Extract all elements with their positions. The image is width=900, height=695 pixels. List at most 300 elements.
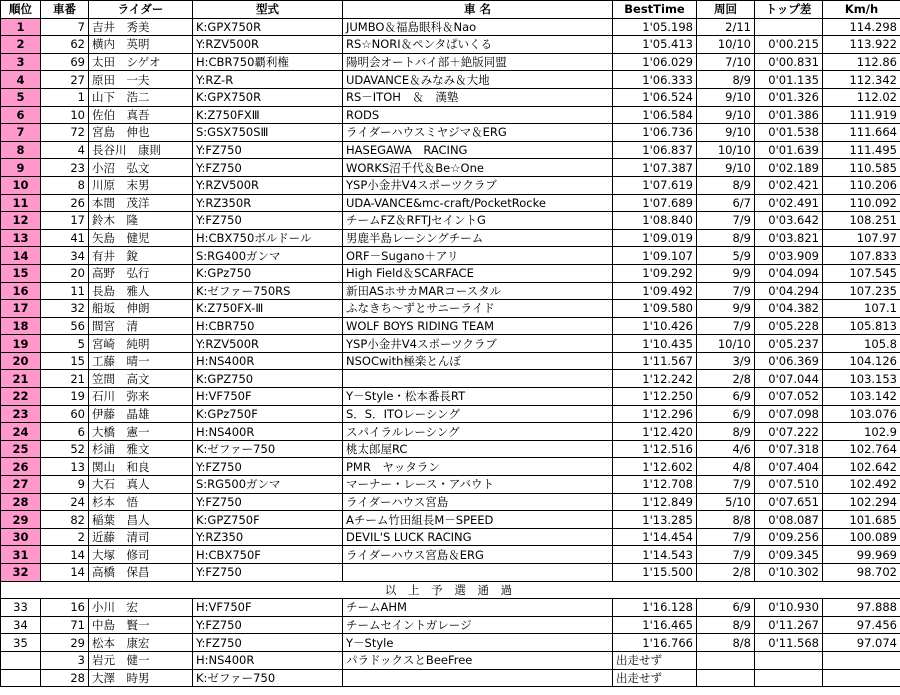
cell-position: 16 bbox=[1, 282, 41, 300]
cell-gap: 0'01.326 bbox=[755, 88, 823, 106]
cell-team: ふなきち～ずとサニーライド bbox=[343, 300, 613, 318]
cell-gap: 0'03.642 bbox=[755, 212, 823, 230]
cell-speed: 105.8 bbox=[823, 335, 900, 353]
table-row bbox=[1, 528, 900, 546]
cell-number: 41 bbox=[41, 229, 89, 247]
cell-best-time: 1'12.516 bbox=[613, 440, 697, 458]
cell-number: 10 bbox=[41, 106, 89, 124]
cell-speed: 101.685 bbox=[823, 511, 900, 529]
cell-speed: 107.1 bbox=[823, 300, 900, 318]
cell-team: WOLF BOYS RIDING TEAM bbox=[343, 317, 613, 335]
cell-team: RS☆NORI＆ペンタぱいくる bbox=[343, 36, 613, 54]
cell-number: 4 bbox=[41, 141, 89, 159]
cell-number: 21 bbox=[41, 370, 89, 388]
cell-gap: 0'02.421 bbox=[755, 176, 823, 194]
cell-best-time: 1'16.465 bbox=[613, 616, 697, 634]
cell-gap: 0'11.267 bbox=[755, 616, 823, 634]
table-row bbox=[1, 229, 900, 247]
cell-gap: 0'07.098 bbox=[755, 405, 823, 423]
table-row bbox=[1, 388, 900, 406]
cell-laps: 8/9 bbox=[697, 229, 755, 247]
cell-rider: 大塚 修司 bbox=[89, 546, 193, 564]
cell-model: H:NS400R bbox=[193, 651, 343, 669]
cell-rider: 小沼 弘文 bbox=[89, 159, 193, 177]
cell-laps: 8/8 bbox=[697, 511, 755, 529]
cell-gap: 0'09.256 bbox=[755, 528, 823, 546]
cell-best-time: 1'12.849 bbox=[613, 493, 697, 511]
cell-laps: 7/10 bbox=[697, 53, 755, 71]
cell-position: 27 bbox=[1, 476, 41, 494]
cell-speed: 108.251 bbox=[823, 212, 900, 230]
cell-gap: 0'02.491 bbox=[755, 194, 823, 212]
cell-position bbox=[1, 669, 41, 687]
cell-position: 29 bbox=[1, 511, 41, 529]
cell-model: Y:FZ750 bbox=[193, 564, 343, 582]
header-number: 車番 bbox=[41, 1, 89, 19]
cell-team: S．S．ITOレーシング bbox=[343, 405, 613, 423]
cell-speed bbox=[823, 651, 900, 669]
table-row bbox=[1, 634, 900, 652]
cell-model: H:VF750F bbox=[193, 388, 343, 406]
cell-team: UDAVANCE＆みなみ＆大地 bbox=[343, 71, 613, 89]
cell-gap: 0'01.639 bbox=[755, 141, 823, 159]
cell-rider: 杉本 悟 bbox=[89, 493, 193, 511]
cell-rider: 笠間 高文 bbox=[89, 370, 193, 388]
cell-position: 17 bbox=[1, 300, 41, 318]
table-row bbox=[1, 176, 900, 194]
cell-laps: 6/9 bbox=[697, 388, 755, 406]
cell-team: Y－Style bbox=[343, 634, 613, 652]
cell-rider: 長谷川 康則 bbox=[89, 141, 193, 159]
cell-gap: 0'03.821 bbox=[755, 229, 823, 247]
cell-laps: 7/9 bbox=[697, 528, 755, 546]
cell-speed: 110.092 bbox=[823, 194, 900, 212]
cell-gap: 0'09.345 bbox=[755, 546, 823, 564]
cell-number: 56 bbox=[41, 317, 89, 335]
cell-number: 62 bbox=[41, 36, 89, 54]
cell-number: 2 bbox=[41, 528, 89, 546]
cell-number: 3 bbox=[41, 651, 89, 669]
cell-gap: 0'07.044 bbox=[755, 370, 823, 388]
cell-rider: 吉井 秀美 bbox=[89, 18, 193, 36]
cell-number: 60 bbox=[41, 405, 89, 423]
cell-number: 11 bbox=[41, 282, 89, 300]
cell-rider: 有井 銳 bbox=[89, 247, 193, 265]
cell-laps: 5/10 bbox=[697, 493, 755, 511]
cell-gap: 0'05.237 bbox=[755, 335, 823, 353]
qualification-separator: 以 上 予 選 通 過 bbox=[1, 581, 900, 599]
header-laps: 周回 bbox=[697, 1, 755, 19]
cell-model: Y:RZ-R bbox=[193, 71, 343, 89]
cell-speed: 107.97 bbox=[823, 229, 900, 247]
cell-model: Y:FZ750 bbox=[193, 616, 343, 634]
cell-gap: 0'05.228 bbox=[755, 317, 823, 335]
cell-model: K:GPz750 bbox=[193, 264, 343, 282]
cell-gap: 0'04.382 bbox=[755, 300, 823, 318]
cell-number: 15 bbox=[41, 352, 89, 370]
qualification-separator-row bbox=[1, 581, 900, 599]
table-row bbox=[1, 599, 900, 617]
cell-team bbox=[343, 564, 613, 582]
cell-number: 17 bbox=[41, 212, 89, 230]
cell-best-time: 1'09.292 bbox=[613, 264, 697, 282]
table-row bbox=[1, 247, 900, 265]
cell-position: 14 bbox=[1, 247, 41, 265]
cell-best-time: 1'08.840 bbox=[613, 212, 697, 230]
cell-team: WORKS沼千代＆Be☆One bbox=[343, 159, 613, 177]
cell-model: S:GSX750SⅢ bbox=[193, 124, 343, 142]
cell-laps: 6/7 bbox=[697, 194, 755, 212]
cell-laps: 7/9 bbox=[697, 476, 755, 494]
cell-gap: 0'00.215 bbox=[755, 36, 823, 54]
cell-laps: 9/10 bbox=[697, 106, 755, 124]
header-position: 順位 bbox=[1, 1, 41, 19]
cell-number: 72 bbox=[41, 124, 89, 142]
cell-team: スパイラルレーシング bbox=[343, 423, 613, 441]
cell-team: Aチーム竹田組長M－SPEED bbox=[343, 511, 613, 529]
cell-gap: 0'07.404 bbox=[755, 458, 823, 476]
cell-model: K:GPX750R bbox=[193, 18, 343, 36]
cell-position: 19 bbox=[1, 335, 41, 353]
cell-team: ライダーハウス宮島＆ERG bbox=[343, 546, 613, 564]
cell-number: 71 bbox=[41, 616, 89, 634]
cell-model: H:CBX750ボルドール bbox=[193, 229, 343, 247]
cell-gap: 0'01.386 bbox=[755, 106, 823, 124]
table-row bbox=[1, 106, 900, 124]
cell-gap: 0'10.302 bbox=[755, 564, 823, 582]
cell-model: H:NS400R bbox=[193, 352, 343, 370]
cell-speed: 100.089 bbox=[823, 528, 900, 546]
cell-position: 12 bbox=[1, 212, 41, 230]
cell-gap bbox=[755, 669, 823, 687]
cell-position: 32 bbox=[1, 564, 41, 582]
cell-laps: 9/10 bbox=[697, 159, 755, 177]
cell-position: 3 bbox=[1, 53, 41, 71]
non-qualified-rows bbox=[1, 599, 900, 687]
cell-gap: 0'08.087 bbox=[755, 511, 823, 529]
header-rider: ライダー bbox=[89, 1, 193, 19]
cell-team: パラドックスとBeeFree bbox=[343, 651, 613, 669]
cell-position: 26 bbox=[1, 458, 41, 476]
cell-best-time: 1'16.766 bbox=[613, 634, 697, 652]
cell-model: K:GPZ750F bbox=[193, 511, 343, 529]
cell-speed: 97.456 bbox=[823, 616, 900, 634]
cell-rider: 鈴木 隆 bbox=[89, 212, 193, 230]
cell-team: RODS bbox=[343, 106, 613, 124]
cell-rider: 山下 浩二 bbox=[89, 88, 193, 106]
cell-position: 23 bbox=[1, 405, 41, 423]
table-row bbox=[1, 546, 900, 564]
cell-speed: 110.206 bbox=[823, 176, 900, 194]
cell-best-time: 1'07.619 bbox=[613, 176, 697, 194]
cell-speed: 110.585 bbox=[823, 159, 900, 177]
cell-best-time: 1'06.333 bbox=[613, 71, 697, 89]
cell-rider: 長島 雅人 bbox=[89, 282, 193, 300]
cell-speed: 103.076 bbox=[823, 405, 900, 423]
cell-team: NSOCwith極楽とんぼ bbox=[343, 352, 613, 370]
cell-rider: 杉浦 雅文 bbox=[89, 440, 193, 458]
cell-model: Y:FZ750 bbox=[193, 212, 343, 230]
cell-number: 7 bbox=[41, 18, 89, 36]
cell-laps: 7/9 bbox=[697, 546, 755, 564]
cell-laps: 8/8 bbox=[697, 634, 755, 652]
cell-laps: 7/9 bbox=[697, 212, 755, 230]
cell-speed: 105.813 bbox=[823, 317, 900, 335]
cell-number: 20 bbox=[41, 264, 89, 282]
cell-number: 6 bbox=[41, 423, 89, 441]
cell-best-time: 1'06.736 bbox=[613, 124, 697, 142]
cell-model: K:GPX750R bbox=[193, 88, 343, 106]
cell-gap: 0'10.930 bbox=[755, 599, 823, 617]
cell-model: K:Z750FXⅢ bbox=[193, 106, 343, 124]
cell-rider: 近藤 清司 bbox=[89, 528, 193, 546]
header-gap: トップ差 bbox=[755, 1, 823, 19]
cell-laps: 8/9 bbox=[697, 176, 755, 194]
cell-laps: 2/11 bbox=[697, 18, 755, 36]
cell-number: 8 bbox=[41, 176, 89, 194]
cell-best-time: 1'12.296 bbox=[613, 405, 697, 423]
cell-number: 52 bbox=[41, 440, 89, 458]
cell-laps bbox=[697, 669, 755, 687]
cell-model: S:RG500ガンマ bbox=[193, 476, 343, 494]
cell-team: 陽明会オートバイ部＋絶版同盟 bbox=[343, 53, 613, 71]
cell-speed: 103.142 bbox=[823, 388, 900, 406]
table-row bbox=[1, 370, 900, 388]
cell-gap: 0'07.222 bbox=[755, 423, 823, 441]
cell-laps: 8/9 bbox=[697, 71, 755, 89]
table-row bbox=[1, 159, 900, 177]
cell-speed: 98.702 bbox=[823, 564, 900, 582]
table-row bbox=[1, 53, 900, 71]
cell-best-time: 1'07.689 bbox=[613, 194, 697, 212]
cell-rider: 石川 弥来 bbox=[89, 388, 193, 406]
cell-number: 34 bbox=[41, 247, 89, 265]
cell-model: Y:FZ750 bbox=[193, 141, 343, 159]
separator-section bbox=[1, 581, 900, 599]
cell-best-time: 1'12.242 bbox=[613, 370, 697, 388]
cell-model: K:ゼファー750RS bbox=[193, 282, 343, 300]
cell-gap: 0'03.909 bbox=[755, 247, 823, 265]
cell-speed: 99.969 bbox=[823, 546, 900, 564]
cell-gap: 0'06.369 bbox=[755, 352, 823, 370]
cell-team: HASEGAWA RACING bbox=[343, 141, 613, 159]
cell-number: 9 bbox=[41, 476, 89, 494]
table-row bbox=[1, 194, 900, 212]
cell-laps: 9/10 bbox=[697, 124, 755, 142]
cell-best-time: 1'06.524 bbox=[613, 88, 697, 106]
table-row bbox=[1, 141, 900, 159]
cell-best-time: 1'05.198 bbox=[613, 18, 697, 36]
cell-speed: 102.764 bbox=[823, 440, 900, 458]
cell-gap: 0'07.052 bbox=[755, 388, 823, 406]
cell-speed: 102.294 bbox=[823, 493, 900, 511]
table-row bbox=[1, 511, 900, 529]
cell-position: 20 bbox=[1, 352, 41, 370]
cell-position: 35 bbox=[1, 634, 41, 652]
cell-team: UDA-VANCE&mc-craft/PocketRocke bbox=[343, 194, 613, 212]
cell-team: High Field＆SCARFACE bbox=[343, 264, 613, 282]
cell-number: 14 bbox=[41, 546, 89, 564]
cell-team: マーナー・レース・アバウト bbox=[343, 476, 613, 494]
cell-model: Y:RZV500R bbox=[193, 176, 343, 194]
header-best-time: BestTime bbox=[613, 1, 697, 19]
cell-speed bbox=[823, 669, 900, 687]
cell-number: 69 bbox=[41, 53, 89, 71]
cell-best-time: 1'12.602 bbox=[613, 458, 697, 476]
cell-gap: 0'07.318 bbox=[755, 440, 823, 458]
cell-position: 33 bbox=[1, 599, 41, 617]
cell-model: Y:RZV500R bbox=[193, 335, 343, 353]
cell-best-time: 1'16.128 bbox=[613, 599, 697, 617]
cell-gap bbox=[755, 18, 823, 36]
cell-laps: 6/9 bbox=[697, 599, 755, 617]
cell-best-time: 1'14.543 bbox=[613, 546, 697, 564]
cell-laps: 2/8 bbox=[697, 564, 755, 582]
cell-laps: 3/9 bbox=[697, 352, 755, 370]
cell-speed: 112.86 bbox=[823, 53, 900, 71]
cell-rider: 大橋 憲一 bbox=[89, 423, 193, 441]
cell-rider: 稲葉 昌人 bbox=[89, 511, 193, 529]
cell-speed: 112.02 bbox=[823, 88, 900, 106]
qualified-rows bbox=[1, 18, 900, 581]
cell-laps bbox=[697, 651, 755, 669]
cell-speed: 104.126 bbox=[823, 352, 900, 370]
cell-rider: 宮島 伸也 bbox=[89, 124, 193, 142]
cell-model: H:NS400R bbox=[193, 423, 343, 441]
cell-number: 13 bbox=[41, 458, 89, 476]
cell-team bbox=[343, 669, 613, 687]
cell-speed: 97.074 bbox=[823, 634, 900, 652]
cell-gap: 0'01.135 bbox=[755, 71, 823, 89]
cell-model: K:Z750FX-Ⅲ bbox=[193, 300, 343, 318]
cell-model: Y:FZ750 bbox=[193, 493, 343, 511]
cell-number: 16 bbox=[41, 599, 89, 617]
cell-team: YSP小金井V4スポーツクラブ bbox=[343, 335, 613, 353]
cell-position: 15 bbox=[1, 264, 41, 282]
cell-position: 7 bbox=[1, 124, 41, 142]
table-row bbox=[1, 71, 900, 89]
cell-speed: 114.298 bbox=[823, 18, 900, 36]
table-row bbox=[1, 669, 900, 687]
cell-team: Y－Style・松本番長RT bbox=[343, 388, 613, 406]
cell-position: 25 bbox=[1, 440, 41, 458]
table-row bbox=[1, 317, 900, 335]
cell-rider: 宮崎 純明 bbox=[89, 335, 193, 353]
table-row bbox=[1, 651, 900, 669]
cell-laps: 8/9 bbox=[697, 616, 755, 634]
cell-model: K:ゼファー750 bbox=[193, 669, 343, 687]
cell-position: 28 bbox=[1, 493, 41, 511]
cell-rider: 岩元 健一 bbox=[89, 651, 193, 669]
cell-speed: 107.235 bbox=[823, 282, 900, 300]
cell-model: S:RG400ガンマ bbox=[193, 247, 343, 265]
cell-position bbox=[1, 651, 41, 669]
cell-number: 27 bbox=[41, 71, 89, 89]
table-row bbox=[1, 88, 900, 106]
cell-position: 6 bbox=[1, 106, 41, 124]
cell-speed: 107.833 bbox=[823, 247, 900, 265]
table-row bbox=[1, 423, 900, 441]
table-row bbox=[1, 264, 900, 282]
cell-team: ライダーハウス宮島 bbox=[343, 493, 613, 511]
cell-team: 桃太郎屋RC bbox=[343, 440, 613, 458]
cell-gap: 0'07.510 bbox=[755, 476, 823, 494]
cell-speed: 97.888 bbox=[823, 599, 900, 617]
table-row bbox=[1, 282, 900, 300]
cell-model: Y:RZ350R bbox=[193, 194, 343, 212]
cell-number: 23 bbox=[41, 159, 89, 177]
cell-team: ORF－Sugano＋アリ bbox=[343, 247, 613, 265]
cell-number: 24 bbox=[41, 493, 89, 511]
cell-best-time: 1'09.580 bbox=[613, 300, 697, 318]
cell-position: 24 bbox=[1, 423, 41, 441]
cell-speed: 111.495 bbox=[823, 141, 900, 159]
table-row bbox=[1, 36, 900, 54]
cell-team: チームFZ＆RFTJセイントG bbox=[343, 212, 613, 230]
cell-position: 9 bbox=[1, 159, 41, 177]
cell-number: 26 bbox=[41, 194, 89, 212]
cell-speed: 102.9 bbox=[823, 423, 900, 441]
table-row bbox=[1, 124, 900, 142]
cell-speed: 111.664 bbox=[823, 124, 900, 142]
cell-gap: 0'04.094 bbox=[755, 264, 823, 282]
cell-position: 22 bbox=[1, 388, 41, 406]
cell-best-time: 1'10.435 bbox=[613, 335, 697, 353]
cell-best-time: 1'09.492 bbox=[613, 282, 697, 300]
cell-model: Y:FZ750 bbox=[193, 634, 343, 652]
cell-position: 11 bbox=[1, 194, 41, 212]
cell-laps: 7/9 bbox=[697, 282, 755, 300]
cell-speed: 102.642 bbox=[823, 458, 900, 476]
cell-position: 2 bbox=[1, 36, 41, 54]
cell-number: 1 bbox=[41, 88, 89, 106]
table-row bbox=[1, 405, 900, 423]
cell-rider: 小川 宏 bbox=[89, 599, 193, 617]
table-row bbox=[1, 616, 900, 634]
cell-rider: 関山 和良 bbox=[89, 458, 193, 476]
cell-rider: 佐伯 真吾 bbox=[89, 106, 193, 124]
table-row bbox=[1, 18, 900, 36]
cell-speed: 112.342 bbox=[823, 71, 900, 89]
table-row bbox=[1, 335, 900, 353]
cell-laps: 4/6 bbox=[697, 440, 755, 458]
cell-laps: 2/8 bbox=[697, 370, 755, 388]
cell-position: 4 bbox=[1, 71, 41, 89]
cell-gap: 0'11.568 bbox=[755, 634, 823, 652]
cell-model: H:CBR750 bbox=[193, 317, 343, 335]
cell-model: H:CBR750覇利権 bbox=[193, 53, 343, 71]
cell-rider: 大石 真人 bbox=[89, 476, 193, 494]
cell-best-time: 1'12.250 bbox=[613, 388, 697, 406]
cell-rider: 本間 茂洋 bbox=[89, 194, 193, 212]
table-row bbox=[1, 564, 900, 582]
cell-laps: 10/10 bbox=[697, 36, 755, 54]
cell-gap bbox=[755, 651, 823, 669]
cell-laps: 4/8 bbox=[697, 458, 755, 476]
cell-model: K:GPz750F bbox=[193, 405, 343, 423]
cell-best-time: 1'07.387 bbox=[613, 159, 697, 177]
cell-team: チームAHM bbox=[343, 599, 613, 617]
cell-team: PMR ヤッタラン bbox=[343, 458, 613, 476]
cell-best-time: 1'12.420 bbox=[613, 423, 697, 441]
cell-rider: 伊藤 晶雄 bbox=[89, 405, 193, 423]
cell-best-time: 出走せず bbox=[613, 669, 697, 687]
cell-laps: 9/9 bbox=[697, 264, 755, 282]
table-row bbox=[1, 440, 900, 458]
cell-laps: 5/9 bbox=[697, 247, 755, 265]
cell-rider: 矢島 健児 bbox=[89, 229, 193, 247]
cell-laps: 9/10 bbox=[697, 88, 755, 106]
